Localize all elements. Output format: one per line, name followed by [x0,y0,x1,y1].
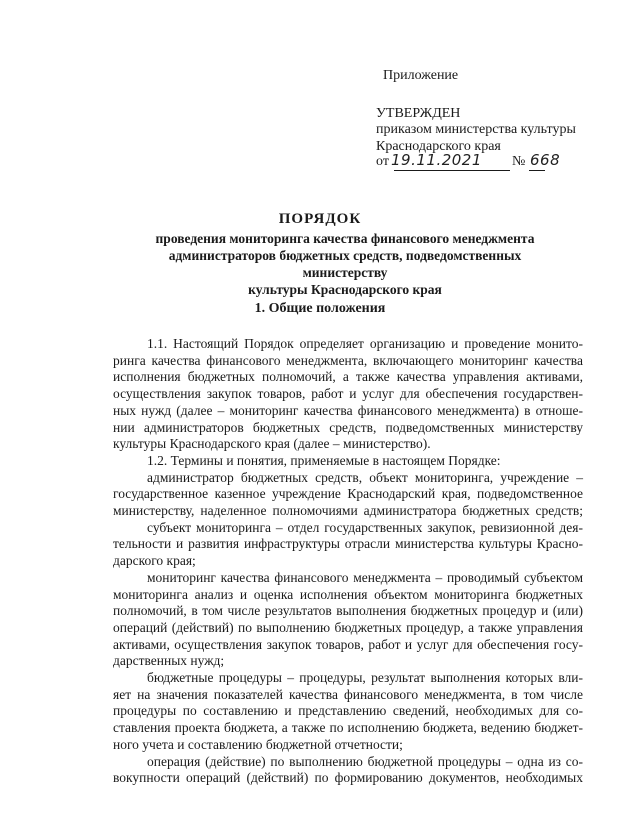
body-text [113,336,583,787]
handwritten-number: 668 [530,151,561,169]
body-line: процедуры по составлению и представлению сведений, необходимых для со- [113,703,583,719]
body-line: операция (действие) по выполнению бюджетной процедуры – одна из со- [147,753,583,769]
body-line: полномочий, в том числе результатов выполнения бюджетных процедур и (или) [113,603,583,619]
body-line: тельности и развития инфраструктуры отрасли министерства культуры Красно- [113,536,583,552]
body-line: вокупности операций (действий) по формированию документов, необходимых [113,770,583,786]
body-line: министерству, наделенное полномочиями администратора бюджетных средств; [113,503,583,519]
body-line: яет на значения показателей качества финансового менеджмента, в том числе [113,686,583,702]
body-line: администратор бюджетных средств, объект мониторинга, учреждение – [147,469,583,485]
body-line: операций (действий) по выполнению бюджетных процедур, а также управления [113,619,583,635]
body-line: государственное казенное учреждение Краснодарский края, подведомственное [113,486,583,502]
handwritten-date: 19.11.2021 [391,151,482,169]
body-line: мониторинга анализ и оценка исполнения объектом мониторинга бюджетных [113,586,583,602]
approved-stamp-heading: УТВЕРЖДЕН [376,106,461,121]
body-line: исполнения бюджетных полномочий, а также качества управления активами, [113,369,583,385]
body-line: осуществления закупок товаров, работ и услуг для обеспечения государствен- [113,386,583,402]
appendix-label: Приложение [383,68,459,83]
body-line: ного учета и составлению бюджетной отчетности; [113,736,403,752]
subtitle-line: администраторов бюджетных средств, подведомственных министерству [168,248,522,280]
body-line: дарского края; [113,553,196,569]
body-line: культуры Краснодарского края (далее – министерство). [113,436,431,452]
number-label: № [512,154,526,169]
body-line: 1.2. Термины и понятия, применяемые в настоящем Порядке: [147,452,501,468]
body-line: 1.1. Настоящий Порядок определяет организацию и проведение монито- [147,336,583,351]
section-heading: 1. Общие положения [254,301,386,316]
order-line: приказом министерства культуры [376,122,576,137]
body-line: бюджетные процедуры – процедуры, результат выполнения которых вли- [147,670,583,686]
body-line: ных нужд (далее – мониторинг качества финансового менеджмента) в отноше- [113,402,583,418]
body-line: активами, осуществления закупок товаров, работ и услуг для обеспечения госу- [113,636,583,652]
body-line: ринга качества финансового менеджмента, включающего мониторинг качества [113,352,583,368]
date-prefix: от [376,154,389,169]
body-line: нии администраторов бюджетных средств, подведомственных министерству [113,419,583,435]
document-subtitle [140,230,550,298]
subtitle-line: культуры Краснодарского края [248,282,442,297]
body-line: мониторинг качества финансового менеджмента – проводимый субъектом [147,569,583,585]
body-line: ставления проекта бюджета, а также по исполнению бюджета, ведению бюджет- [113,720,583,736]
subtitle-line: проведения мониторинга качества финансового менеджмента [155,231,535,246]
body-line: субъект мониторинга – отдел государственных закупок, ревизионной дея- [147,519,583,535]
body-line: дарственных нужд; [113,653,225,669]
document-title: ПОРЯДОК [278,211,362,227]
region-line: Краснодарского края [376,139,501,154]
